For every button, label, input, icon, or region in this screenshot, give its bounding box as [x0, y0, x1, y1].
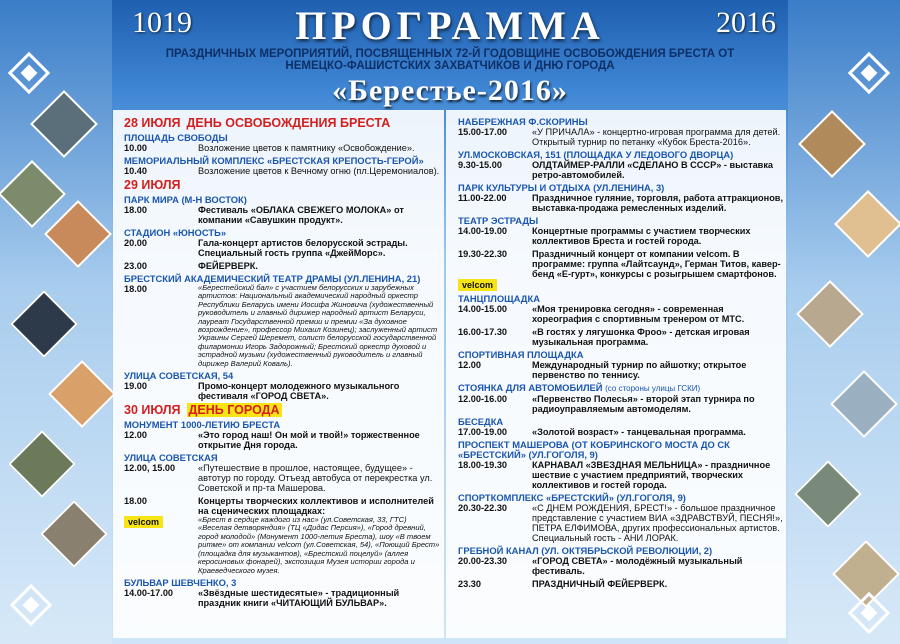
day-date: 29 ИЮЛЯ [124, 178, 181, 192]
page-subtitle: ПРАЗДНИЧНЫХ МЕРОПРИЯТИЙ, ПОСВЯЩЕННЫХ 72-Й ГОДОВЩИНЕ ОСВОБОЖДЕНИЯ БРЕСТА ОТ НЕМЕЦКО-ФАШИСТСКИХ ЗАХВАТЧИКОВ И ДНЮ ГОРОДА [165, 48, 735, 72]
event-row: 12.00 «Это город наш! Он мой и твой!» торжественное открытие Дня города. [124, 430, 420, 451]
event-row: 16.00-17.30 «В гостях у лягушонка Фроо» - детская игровая музыкальная программа. [458, 327, 750, 347]
event-row: velcom «Брест в сердце каждого из нас» (ул.Советская, 33, ГТС) «Веселая детворяндия» (ТЦ «Дидас Персия»), «Город древний, город молодой» (Монумент 1000-летия Бреста), шоу «В твоем ритме» от компании velcom (ул.Советская, 54), «Поющий Брест» (площадка для музыкантов), «Брестский поцелуй» (аллея керосиновых фонарей), экспозиция Музея истории города и Краеведческого музея. [124, 516, 442, 575]
venue: ГРЕБНОЙ КАНАЛ (УЛ. ОКТЯБРЬСКОЙ РЕВОЛЮЦИИ, 2) [458, 545, 713, 556]
festival-name: «Берестье-2016» [332, 74, 568, 107]
event-row: 19.30-22.30 Праздничный концерт от компании velcom. В программе: группа «Лайтсаунд», Герман Титов, кавер-бенд «Е-гурт», конкурсы с розыгрышем смартфонов. [458, 249, 781, 279]
event-row: 10.40 Возложение цветов к Вечному огню (пл.Церемониалов). [124, 166, 440, 176]
venue: СТАДИОН «ЮНОСТЬ» [124, 227, 227, 238]
day-title: ДЕНЬ ОСВОБОЖДЕНИЯ БРЕСТА [186, 116, 391, 130]
page-title: ПРОГРАММА [295, 3, 605, 48]
velcom-logo: velcom [124, 516, 163, 528]
event-row: 14.00-17.00 «Звёздные шестидесятые» - традиционный праздник книги «ЧИТАЮЩИЙ БУЛЬВАР». [124, 587, 400, 608]
venue: МЕМОРИАЛЬНЫЙ КОМПЛЕКС «БРЕСТСКАЯ КРЕПОСТЬ-ГЕРОЙ» [124, 155, 424, 166]
day-date: 30 ИЮЛЯ [124, 403, 181, 418]
event-row: 23.00 ФЕЙЕРВЕРК. [124, 261, 258, 271]
event-row: 18.00 Концерты творческих коллективов и исполнителей на сценических площадках: [124, 496, 434, 517]
event-row: 15.00-17.00 «У ПРИЧАЛА» - концертно-игровая программа для детей. Открытый турнир по петанку «Кубок Бреста-2016». [458, 127, 781, 147]
venue: СТОЯНКА ДЛЯ АВТОМОБИЛЕЙ (со стороны улицы ГСКИ) [458, 382, 701, 393]
venue: ПАРК КУЛЬТУРЫ И ОТДЫХА (УЛ.ЛЕНИНА, 3) [458, 182, 665, 193]
event-row: 18.00-19.30 КАРНАВАЛ «ЗВЕЗДНАЯ МЕЛЬНИЦА» - праздничное шествие с участием предприятий, творческих коллективов и гостей города. [458, 460, 771, 490]
photo-sunset [44, 200, 112, 268]
left-column [124, 114, 442, 608]
photo-sky [834, 190, 900, 258]
ornament-icon [16, 590, 46, 620]
venue: НАБЕРЕЖНАЯ Ф.СКОРИНЫ [458, 116, 588, 127]
event-row: 14.00-15.00 «Моя тренировка сегодня» - современная хореография с спортивным тренером от МТС. [458, 304, 745, 324]
photo-lamplighter [10, 290, 78, 358]
event-row: 12.00, 15.00 «Путешествие в прошлое, настоящее, будущее» - автотур по городу. Отъезд автобуса от перекрестка ул. Советской и пр-та Машерова. [124, 463, 433, 494]
venue: БУЛЬВАР ШЕВЧЕНКО, 3 [124, 576, 237, 588]
venue: МОНУМЕНТ 1000-ЛЕТИЮ БРЕСТА [124, 419, 281, 431]
event-row: 14.00-19.00 Концертные программы с участием творческих коллективов Бреста и гостей города. [458, 226, 751, 246]
event-row: 19.00 Промо-концерт молодежного музыкального фестиваля «ГОРОД СВЕТА». [124, 381, 400, 402]
day-header [124, 116, 442, 130]
venue: СПОРТИВНАЯ ПЛОЩАДКА [458, 349, 584, 360]
venue: ТАНЦПЛОЩАДКА [458, 293, 540, 304]
right-column [458, 114, 784, 589]
day-header [124, 403, 442, 417]
day-header [124, 178, 442, 192]
venue: БРЕСТСКИЙ АКАДЕМИЧЕСКИЙ ТЕАТР ДРАМЫ (УЛ.ЛЕНИНА, 21) [124, 273, 421, 284]
photo-fortress [830, 370, 898, 438]
photo-street [0, 160, 66, 228]
event-row [458, 279, 784, 291]
photo-church [796, 280, 864, 348]
event-row: 20.00 Гала-концерт артистов белорусской эстрады. Специальный гость группа «ДжейМорс». [124, 238, 408, 258]
venue: ПАРК МИРА (М-Н ВОСТОК) [124, 194, 247, 205]
photo-lamp [8, 430, 76, 498]
venue: СПОРТКОМПЛЕКС «БРЕСТСКИЙ» (УЛ.ГОГОЛЯ, 9) [458, 492, 686, 503]
year-left: 1019 [132, 6, 192, 39]
event-row: 18.00 Фестиваль «ОБЛАКА СВЕЖЕГО МОЛОКА» от компании «Савушкин продукт». [124, 205, 404, 225]
event-row: 10.00 Возложение цветов к памятнику «Освобождение». [124, 143, 415, 153]
year-right: 2016 [716, 6, 776, 39]
venue: УЛИЦА СОВЕТСКАЯ [124, 452, 218, 464]
event-row: 23.30 ПРАЗДНИЧНЫЙ ФЕЙЕРВЕРК. [458, 579, 668, 589]
day-date: 28 ИЮЛЯ [124, 116, 181, 130]
header [0, 0, 900, 112]
venue: ПРОСПЕКТ МАШЕРОВА (ОТ КОБРИНСКОГО МОСТА ДО СК «БРЕСТСКИЙ» (УЛ.ГОГОЛЯ, 9) [458, 439, 730, 460]
venue: ПЛОЩАДЬ СВОБОДЫ [124, 132, 228, 143]
event-row: 12.00 Международный турнир по айшотку; открытое первенство по теннису. [458, 360, 747, 380]
photo-angel-monument [798, 110, 866, 178]
event-row: 18.00 «Берестейский бал» с участием белорусских и зарубежных артистов: Национальный академический народный оркестр Республики Беларусь имени Иосифа Жиновича (художественный руководитель и главный дирижер народный артист Беларуси, лауреат Государственной премии и премии «За духовное возрождение», профессор Михаил Козинец); заслуженный артист Украины Сергей Шеремет, солист белорусской государственной филармонии Игорь Задорожный; Брестский оркестр духовой и эстрадной музыки (художественный руководитель и главный дирижер Валерий Коваль). [124, 283, 438, 368]
event-row: 12.00-16.00 «Первенство Полесья» - второй этап турнира по радиоуправляемым автомоделям. [458, 394, 755, 414]
event-row: 17.00-19.00 «Золотой возраст» - танцевальная программа. [458, 427, 746, 437]
photo-memorial [794, 460, 862, 528]
venue: УЛ.МОСКОВСКАЯ, 151 (ПЛОЩАДКА У ЛЕДОВОГО ДВОРЦА) [458, 149, 734, 160]
velcom-logo: velcom [458, 279, 497, 291]
event-row: 20.30-22.30 «С ДНЕМ РОЖДЕНИЯ, БРЕСТ!» - большое праздничное представление с участием ВИА «ЗДРАВСТВУЙ, ПЕСНЯ!», ПЕТРА ЕЛФИМОВА, других профессиональных артистов. Специальный гость - АНИ ЛОРАК. [458, 503, 783, 543]
venue: БЕСЕДКА [458, 416, 504, 427]
ornament-icon [854, 598, 884, 628]
venue: ТЕАТР ЭСТРАДЫ [458, 215, 539, 226]
venue: УЛИЦА СОВЕТСКАЯ, 54 [124, 370, 234, 382]
event-row: 11.00-22.00 Праздничное гуляние, торговля, работа аттракционов, выставка-продажа ремесленных изделий. [458, 193, 784, 213]
event-row: 20.00-23.30 «ГОРОД СВЕТА» - молодёжный музыкальный фестиваль. [458, 556, 743, 576]
event-row: 9.30-15.00 ОЛДТАЙМЕР-РАЛЛИ «СДЕЛАНО В СССР» - выставка ретро-автомобилей. [458, 160, 774, 180]
photo-sky [48, 360, 116, 428]
photo-pedestrian-street [40, 500, 108, 568]
day-title: ДЕНЬ ГОРОДА [188, 403, 280, 418]
